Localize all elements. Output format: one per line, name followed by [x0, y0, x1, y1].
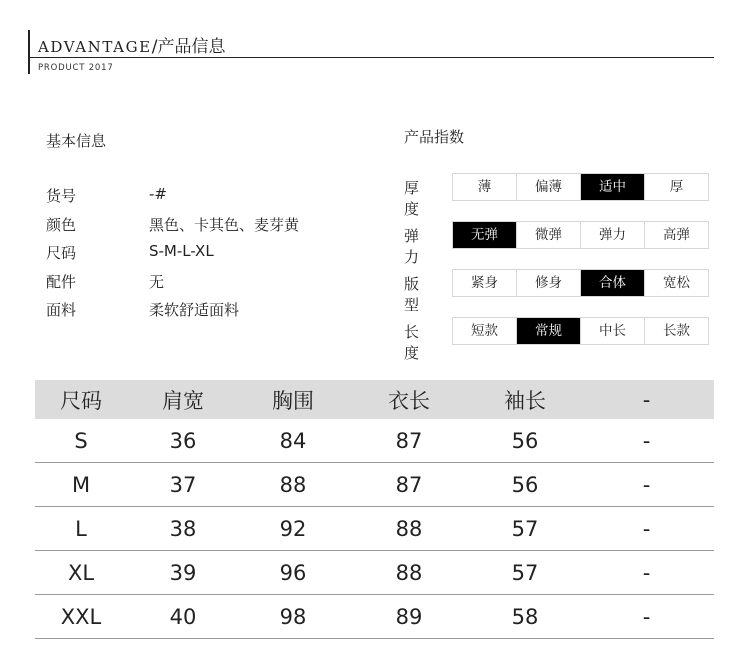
table-cell: 98 [279, 604, 307, 629]
index-option: 高弹 [644, 222, 708, 248]
index-option: 薄 [477, 179, 492, 195]
table-cell: 89 [395, 604, 423, 629]
table-cell: 92 [279, 516, 307, 541]
size-table [35, 380, 714, 639]
header-cell: 尺码 [60, 388, 102, 413]
table-cell: 39 [169, 560, 197, 585]
header-cell: 肩宽 [162, 388, 204, 413]
header-divider [28, 57, 714, 58]
index-option: 偏薄 [516, 174, 580, 200]
table-cell: XL [67, 560, 95, 585]
header-cell: - [642, 387, 651, 412]
table-cell: 87 [395, 428, 423, 453]
index-option: 修身 [516, 270, 580, 296]
index-option: 厚 [644, 174, 708, 200]
info-key: 货号 [46, 187, 77, 205]
table-cell: XXL [60, 604, 102, 629]
index-option: 宽松 [644, 270, 708, 296]
table-row [35, 419, 714, 463]
info-key: 面料 [46, 301, 77, 319]
table-cell: - [642, 604, 651, 629]
table-cell: 38 [169, 516, 197, 541]
table-cell: 56 [511, 428, 539, 453]
info-key: 颜色 [46, 215, 77, 234]
table-cell: S [74, 428, 88, 453]
header-accent-bar [28, 30, 30, 74]
table-cell: - [642, 472, 651, 497]
table-cell: 36 [169, 428, 197, 453]
table-cell: 37 [169, 472, 197, 497]
index-label: 长度 [404, 323, 420, 362]
info-key: 配件 [46, 272, 77, 291]
index-options [452, 173, 709, 201]
title-chinese: 产品信息 [157, 37, 226, 57]
table-cell: M [71, 472, 91, 497]
header-cell: 衣长 [388, 388, 430, 413]
index-option-selected: 合体 [580, 270, 644, 296]
table-row [35, 551, 714, 595]
table-row [35, 463, 714, 507]
table-cell: 96 [279, 560, 307, 585]
index-option: 微弹 [516, 222, 580, 248]
title-separator: / [151, 37, 158, 57]
index-label: 版型 [404, 275, 420, 314]
table-cell: - [642, 560, 651, 585]
table-cell: 40 [169, 604, 197, 629]
info-value: 黑色、卡其色、麦芽黄 [149, 215, 300, 234]
table-cell: 87 [395, 472, 423, 497]
index-option: 中长 [580, 318, 644, 344]
table-cell: 56 [511, 472, 539, 497]
table-cell: 58 [511, 604, 539, 629]
product-index-title: 产品指数 [404, 128, 465, 146]
index-option: 长款 [644, 318, 708, 344]
table-cell: 88 [279, 472, 307, 497]
page-header [28, 30, 714, 76]
index-option-selected: 适中 [580, 174, 644, 200]
index-options [452, 269, 709, 297]
info-value: 无 [149, 272, 165, 291]
table-row [35, 595, 714, 639]
table-cell: 88 [395, 560, 423, 585]
header-cell: 胸围 [272, 388, 314, 413]
table-cell: 88 [395, 516, 423, 541]
info-value: 柔软舒适面料 [149, 301, 240, 319]
index-label: 厚度 [404, 179, 420, 218]
table-cell: 57 [511, 516, 539, 541]
index-label: 弹力 [404, 227, 420, 266]
index-option-selected: 无弹 [453, 222, 516, 248]
header-cell: 袖长 [504, 388, 546, 413]
page-title [38, 32, 225, 57]
table-cell: - [642, 516, 651, 541]
index-option: 紧身 [471, 275, 498, 291]
index-option: 短款 [471, 323, 498, 339]
info-value: -# [149, 185, 167, 203]
title-english: ADVANTAGE [38, 38, 152, 56]
table-cell: 84 [279, 428, 307, 453]
index-option-selected: 常规 [516, 318, 580, 344]
basic-info-title: 基本信息 [46, 132, 107, 150]
size-table-header [35, 380, 714, 419]
page-subtitle: PRODUCT 2017 [38, 63, 114, 73]
info-value: S-M-L-XL [149, 242, 214, 260]
table-cell: L [75, 516, 87, 541]
table-cell: 57 [511, 560, 539, 585]
index-option: 弹力 [580, 222, 644, 248]
index-options [452, 317, 709, 345]
table-cell: - [642, 428, 651, 453]
table-row [35, 507, 714, 551]
info-key: 尺码 [46, 244, 77, 262]
index-options [452, 221, 709, 249]
